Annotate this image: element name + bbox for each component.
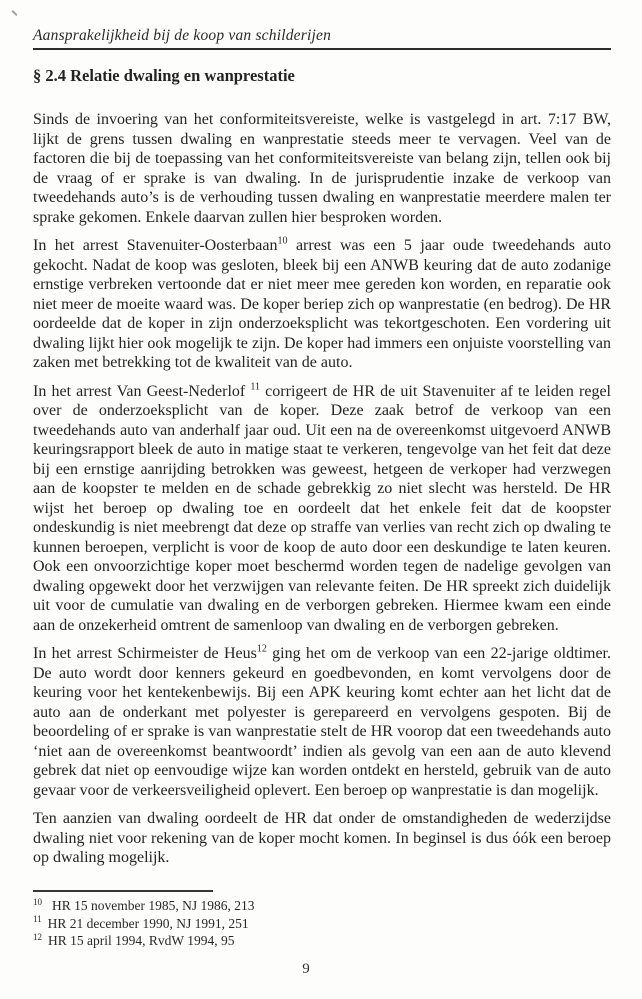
running-header: Aansprakelijkheid bij de koop van schilderijen — [33, 27, 611, 50]
paragraph-conclusion — [33, 809, 611, 868]
footnote-number: 11 — [33, 914, 42, 924]
footnote-11 — [33, 915, 611, 933]
footnote-ref-10: 10 — [277, 235, 288, 247]
footnote-12 — [33, 932, 611, 950]
paragraph-text: In het arrest Van Geest-Nederlof — [33, 382, 251, 400]
footnote-block — [33, 890, 611, 950]
paragraph-text: Ten aanzien van dwaling oordeelt de HR dat onder de omstandigheden de wederzijdse dwaling niet voor rekening van de koper mocht komen. In beginsel is dus óók een beroep op dwaling mogelijk. — [33, 810, 611, 866]
scan-artifact-mark — [11, 10, 17, 16]
page-number: 9 — [302, 961, 310, 977]
footnote-ref-12: 12 — [256, 643, 267, 655]
paragraph-text: Sinds de invoering van het conformiteitsvereiste, welke is vastgelegd in art. 7:17 BW, lijkt de grens tussen dwaling en wanprestatie steeds meer te vervagen. Veel van de factoren die bij de toepassing van het conformiteitsvereiste van belang zijn, tellen ook bij de vraag of er sprake is van dwaling. In de jurisprudentie inzake de verkoop van tweedehands auto’s is de verhouding tussen dwaling en wanprestatie meerdere malen ter sprake gekomen. Enkele daarvan zullen hier besproken worden. — [33, 111, 611, 226]
footnote-10 — [33, 897, 611, 915]
footnote-text: HR 21 december 1990, NJ 1991, 251 — [47, 915, 249, 931]
paragraph-text: In het arrest Stavenuiter-Oosterbaan — [33, 237, 278, 254]
paragraph-schirmeister — [33, 644, 611, 800]
paragraph-text: ging het om de verkoop van een 22-jarige oldtimer. De auto wordt door kenners gekeurd en goedbevonden, en komt vervolgens door de keuring voor het kentekenbewijs. Bij een APK keuring komt echter aan het licht dat de auto aan de onderkant met polyester is gerepareerd en vervolgens gespoten. Bij de beoordeling of er sprake is van wanprestatie stelt de HR voorop dat een tweedehands auto ‘niet aan de overeenkomst beantwoordt’ indien als gevolg van een aan de auto klevend gebrek dat niet op eenvoudige wijze kan worden ontdekt en hersteld, gebruik van de auto gevaar voor de verkeersveiligheid oplevert. Een beroep op wanprestatie is dan mogelijk. — [33, 645, 611, 799]
page-content — [33, 0, 611, 877]
paragraph-van-geest-nederlof — [33, 382, 611, 636]
footnote-number: 12 — [33, 931, 42, 942]
footnote-number: 10 — [33, 896, 42, 907]
footnote-text: HR 15 november 1985, NJ 1986, 213 — [52, 898, 255, 913]
footnote-ref-11: 11 — [250, 381, 261, 393]
paragraph-text: corrigeert de HR de uit Stavenuiter af te leiden regel over de onderzoeksplicht van de koper. Deze zaak betrof de verkoop van een tweedehands auto van anderhalf jaar oud. Uit een na de overeenkomst uitgevoerd ANWB keuringsrapport bleek de auto in matige staat te verkeren, tengevolge van het feit dat deze bij een ernstige aanrijding betrokken was geweest, hetgeen de verkoper had verzwegen aan de koopster te melden en de schade gebrekkig zo niet slecht was hersteld. De HR wijst het beroep op dwaling toe en oordeelt dat het enkele feit dat de koopster ondeskundig is niet meebrengt dat deze op straffe van verlies van recht zich op dwaling te kunnen beroepen, verplicht is voor de koop de auto door een deskundige te laten keuren. Ook een onvoorzichtige koper moet beschermd worden tegen de nadelige gevolgen van dwaling opgewekt door het verzwijgen van relevante feiten. De HR spreekt zich duidelijk uit voor de cumulatie van dwaling en de verborgen gebreken. Hiermee kwam een einde aan de onzekerheid omtrent de samenloop van dwaling en de verborgen gebreken. — [33, 382, 611, 634]
section-heading: § 2.4 Relatie dwaling en wanprestatie — [33, 66, 295, 85]
paragraph-intro — [33, 110, 611, 227]
footnote-text: HR 15 april 1994, RvdW 1994, 95 — [48, 933, 235, 948]
body-text — [33, 110, 611, 868]
paragraph-text: In het arrest Schirmeister de Heus — [33, 645, 257, 662]
paragraph-text: arrest was een 5 jaar oude tweedehands auto gekocht. Nadat de koop was gesloten, bleek bij een ANWB keuring dat de auto zodanige ernstige verbreken vertoonde dat er niet meer mee gereden kon worden, en reparatie ook niet meer de moeite waard was. De koper beriep zich op wanprestatie (en bedrog). De HR oordeelde dat de koper in zijn onderzoeksplicht was tekortgeschoten. Een vordering uit dwaling lijkt hier ook mogelijk te zijn. De koper had immers een onjuiste voorstelling van zaken met betrekking tot de kwaliteit van de auto. — [33, 237, 611, 371]
paragraph-stavenuiter — [33, 236, 611, 373]
footnote-separator-rule — [33, 890, 213, 892]
